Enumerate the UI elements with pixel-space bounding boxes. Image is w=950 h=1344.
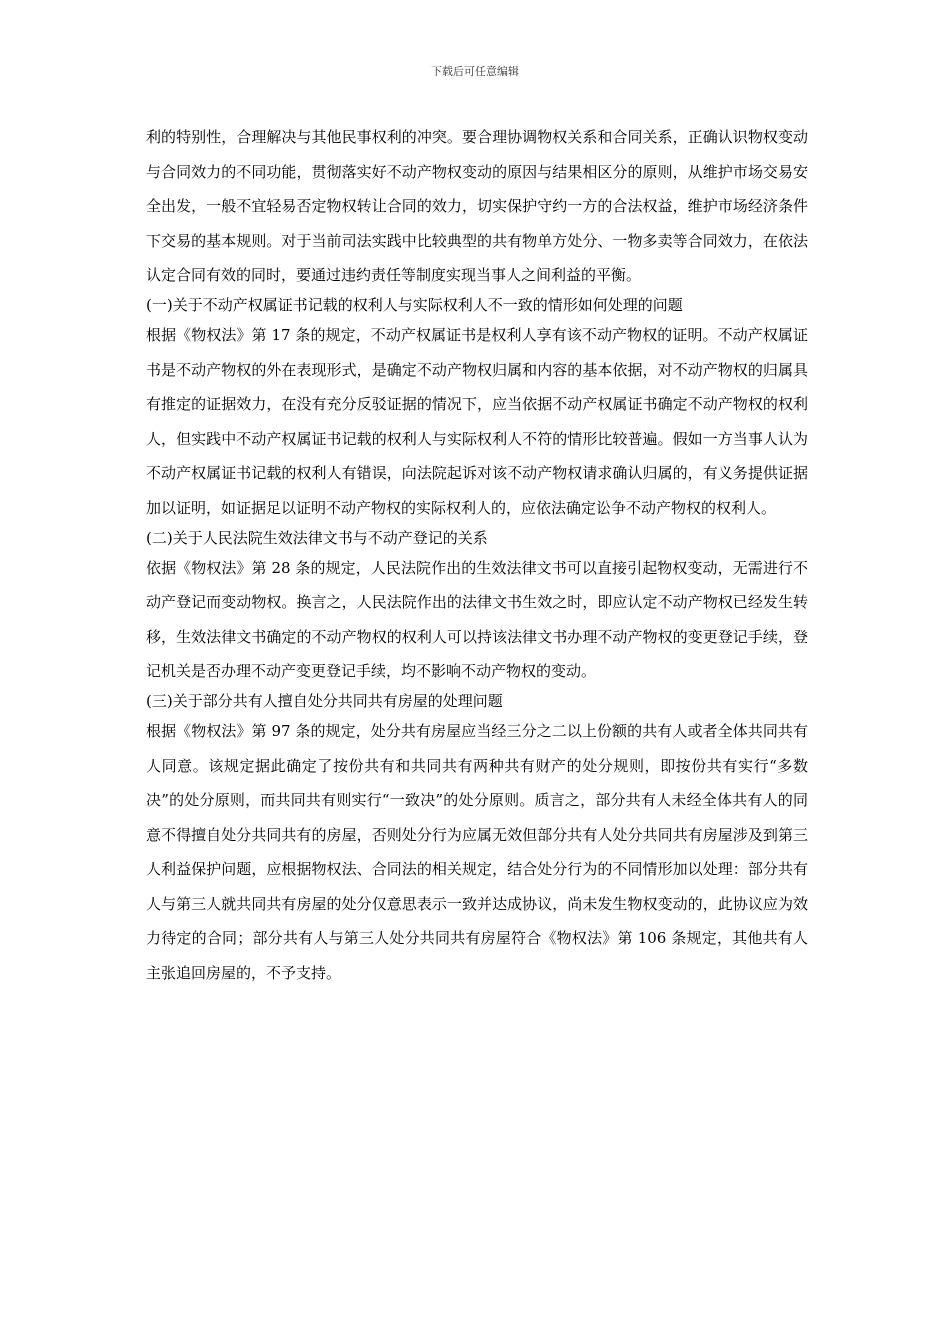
paragraph-2: 依据《物权法》第 28 条的规定，人民法院作出的生效法律文书可以直接引起物权变动，无需进行不动产登记而变动物权。换言之，人民法院作出的法律文书生效之时，即应认定不动产物权已经发生转移，生效法律文书确定的不动产物权的权利人可以持该法律文书办理不动产物权的变更登记手续，登记机关是否办理不动产变更登记手续，均不影响不动产物权的变动。	[146, 558, 808, 681]
page-header	[0, 64, 950, 80]
paragraph-3: 根据《物权法》第 97 条的规定，处分共有房屋应当经三分之二以上份额的共有人或者全体共同共有人同意。该规定据此确定了按份共有和共同共有两种共有财产的处分规则，即按份共有实行“多数决”的处分原则，而共同共有则实行“一致决”的处分原则。质言之，部分共有人未经全体共有人的同意不得擅自处分共同共有的房屋，否则处分行为应属无效但部分共有人处分共同共有房屋涉及到第三人利益保护问题，应根据物权法、合同法的相关规定，结合处分行为的不同情形加以处理：部分共有人与第三人就共同共有房屋的处分仅意思表示一致并达成协议，尚未发生物权变动的，此协议应为效力待定的合同；部分共有人与第三人处分共同共有房屋符合《物权法》第 106 条规定，其他共有人主张追回房屋的，不予支持。	[146, 721, 808, 983]
header-text: 下载后可任意编辑	[431, 65, 519, 78]
section-heading-2: (二)关于人民法院生效法律文书与不动产登记的关系	[146, 528, 488, 547]
paragraph-1: 根据《物权法》第 17 条的规定，不动产权属证书是权利人享有该不动产物权的证明。不动产权属证书是不动产物权的外在表现形式，是确定不动产物权归属和内容的基本依据，对不动产物权的归属具有推定的证据效力，在没有充分反驳证据的情况下，应当依据不动产权属证书确定不动产物权的权利人，但实践中不动产权属证书记载的权利人与实际权利人不符的情形比较普遍。假如一方当事人认为不动产权属证书记载的权利人有错误，向法院起诉对该不动产物权请求确认归属的，有义务提供证据加以证明，如证据足以证明不动产物权的实际权利人的，应依法确定讼争不动产物权的权利人。	[146, 325, 808, 517]
document-body	[146, 120, 808, 991]
section-heading-1: (一)关于不动产权属证书记载的权利人与实际权利人不一致的情形如何处理的问题	[146, 295, 683, 314]
paragraph-intro: 利的特别性，合理解决与其他民事权利的冲突。要合理协调物权关系和合同关系，正确认识物权变动与合同效力的不同功能，贯彻落实好不动产物权变动的原因与结果相区分的原则，从维护市场交易安全出发，一般不宜轻易否定物权转让合同的效力，切实保护守约一方的合法权益，维护市场经济条件下交易的基本规则。对于当前司法实践中比较典型的共有物单方处分、一物多卖等合同效力，在依法认定合同有效的同时，要通过违约责任等制度实现当事人之间利益的平衡。	[146, 128, 808, 285]
section-heading-3: (三)关于部分共有人擅自处分共同共有房屋的处理问题	[146, 691, 503, 710]
